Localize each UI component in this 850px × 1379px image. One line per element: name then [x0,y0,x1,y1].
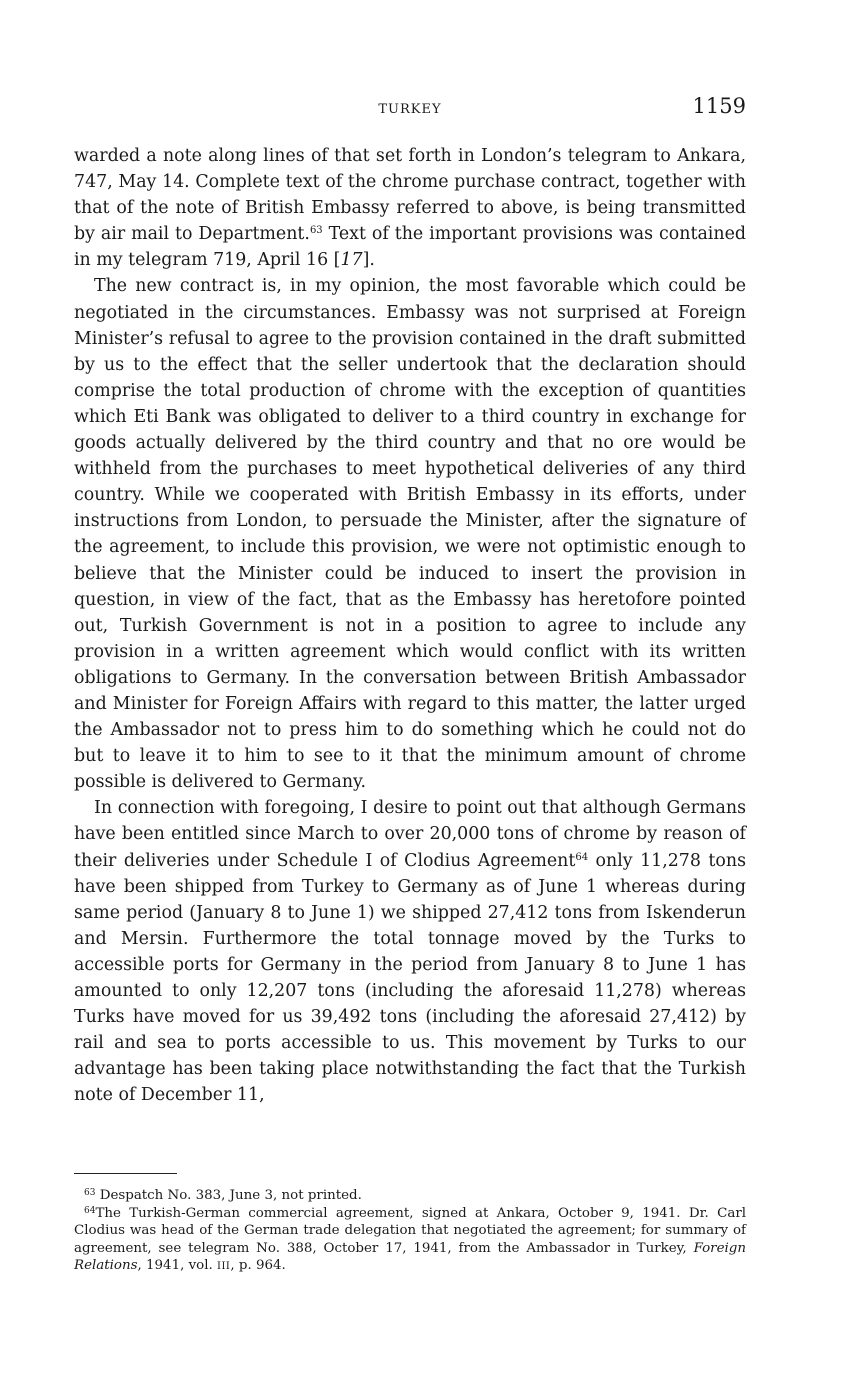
body-text [74,143,746,1108]
telegram-ref: 17 [340,250,363,271]
running-head: TURKEY [378,102,442,117]
page-header [74,94,746,124]
footnote-64: $^{64}$The Turkish-German commercial agreement, signed at Ankara, October 9, 1941. Dr. Carl Clodius was head of the German trade delegation that negotiated the agreement; for summary of agreement, see telegram No. 388, October 17, 1941, from the Ambassador in Turkey, Foreign Relations, 1941, vol. III, p. 964. [74,1205,746,1273]
publication-title: Foreign Relations [74,1240,746,1273]
footnote-63: $^{63}$ Despatch No. 383, June 3, not printed. [84,1188,362,1203]
footnote-marker: 63 [84,1188,96,1198]
footnote-marker: 64 [84,1205,96,1216]
paragraph-3: In connection with foregoing, I desire to point out that although Germans have been entitled since March to over 20,000 tons of chrome by reason of their deliveries under Schedule I of Clodius Agreement$^{64}$ only 11,278 tons have been shipped from Turkey to Germany as of June 1 whereas during same period (January 8 to June 1) we shipped 27,412 tons from Iskenderun and Mersin. Furthermore the total tonnage moved by the Turks to accessible ports for Germany in the period from January 8 to June 1 has amounted to only 12,207 tons (including the aforesaid 11,278) whereas Turks have moved for us 39,492 tons (including the aforesaid 27,412) by rail and sea to ports accessible to us. This movement by Turks to our advantage has been taking place notwithstanding the fact that the Turkish note of December 11, [74,798,746,1106]
footnote-ref-63: 63 [309,225,323,237]
footnotes [74,1187,746,1276]
volume-number: III [217,1261,231,1272]
footnote-ref-64: 64 [575,851,589,863]
page-number: 1159 [692,94,746,118]
paragraph-2: The new contract is, in my opinion, the most favorable which could be negotiated in the circumstances. Embassy was not surprised at Foreign Minister’s refusal to agree to the provision contained in the draft submitted by us to the effect that the seller undertook that the declaration should comprise the total production of chrome with the exception of quantities which Eti Bank was obligated to deliver to a third country in exchange for goods actually delivered by the third country and that no ore would be withheld from the purchases to meet hypothetical deliveries of any third country. While we cooperated with British Embassy in its efforts, under instructions from London, to persuade the Minister, after the signature of the agreement, to include this provision, we were not optimistic enough to believe that the Minister could be induced to insert the provision in question, in view of the fact, that as the Embassy has heretofore pointed out, Turkish Government is not in a position to agree to include any provision in a written agreement which would conflict with its written obligations to Germany. In the conversation between British Ambassador and Minister for Foreign Affairs with regard to this matter, the latter urged the Ambassador not to press him to do something which he could not do but to leave it to him to see to it that the minimum amount of chrome possible is delivered to Germany. [74,276,746,793]
paragraph-1: warded a note along lines of that set forth in London’s telegram to Ankara, 747, May 14. Complete text of the chrome purchase contract, together with that of the note of British Embassy referred to above, is being transmitted by air mail to Department.$^{63}$ Text of the important provisions was contained in my telegram 719, April 16 [17]. [74,146,746,271]
footnote-rule [74,1173,177,1174]
